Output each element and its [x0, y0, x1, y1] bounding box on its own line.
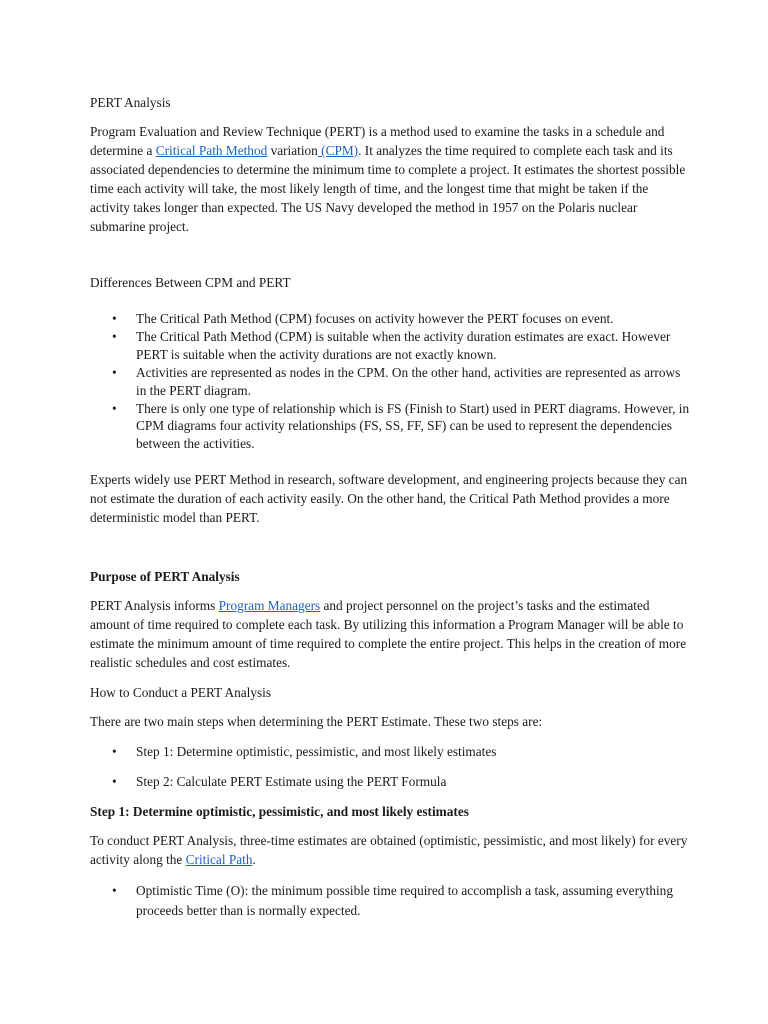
- cpm-link[interactable]: (CPM): [317, 142, 359, 158]
- list-item: • Step 2: Calculate PERT Estimate using the PERT Formula: [90, 773, 690, 791]
- experts-paragraph: Experts widely use PERT Method in research, software development, and engineering projects because they can not estimate the duration of each activity easily. On the other hand, the Critical Path Method provides a more deterministic model than PERT.: [90, 472, 688, 525]
- purpose-text-1: PERT Analysis informs: [90, 598, 219, 613]
- steps-list: [90, 743, 690, 761]
- how-to-heading: How to Conduct a PERT Analysis: [90, 685, 272, 700]
- list-item: • Activities are represented as nodes in the CPM. On the other hand, activities are represented as arrows in the PERT diagram.: [90, 364, 690, 400]
- list-item: • There is only one type of relationship which is FS (Finish to Start) used in PERT diagrams. However, in CPM diagrams four activity relationships (FS, SS, FF, SF) can be used to represent the dependencies between the activities.: [90, 400, 690, 454]
- how-to-intro: There are two main steps when determining the PERT Estimate. These two steps are:: [90, 714, 543, 729]
- step1-paragraph: [90, 832, 690, 870]
- step1-text-2: .: [252, 851, 256, 867]
- purpose-heading: Purpose of PERT Analysis: [90, 569, 240, 584]
- list-item: • The Critical Path Method (CPM) is suitable when the activity duration estimates are exact. However PERT is suitable when the activity durations are not exactly known.: [90, 328, 690, 364]
- program-managers-link[interactable]: Program Managers: [218, 598, 321, 613]
- steps-list-2: [90, 773, 690, 791]
- step1-text-1: To conduct PERT Analysis, three-time estimates are obtained (optimistic, pessimistic, and most likely) for every activity along the: [90, 833, 688, 867]
- purpose-paragraph: [90, 597, 690, 673]
- list-item: • The Critical Path Method (CPM) focuses on activity however the PERT focuses on event.: [90, 310, 690, 328]
- list-item: • Optimistic Time (O): the minimum possible time required to accomplish a task, assuming everything proceeds better than is normally expected.: [90, 881, 690, 920]
- list-item: • Step 1: Determine optimistic, pessimistic, and most likely estimates: [90, 743, 690, 761]
- critical-path-link[interactable]: Critical Path: [185, 851, 253, 867]
- differences-list: [90, 310, 690, 453]
- step1-heading: Step 1: Determine optimistic, pessimistic, and most likely estimates: [90, 804, 469, 819]
- intro-text-2: variation: [267, 142, 318, 158]
- estimates-list: [90, 881, 690, 920]
- critical-path-method-link[interactable]: Critical Path Method: [155, 142, 268, 158]
- differences-heading: Differences Between CPM and PERT: [90, 275, 291, 290]
- purpose-text-2: and project personnel on the project’s tasks and the estimated amount of time required to complete each task. By utilizing this information a Program Manager will be able to estimate the minimum amount of time required to complete the entire project. This helps in the creation of more realistic schedules and cost estimates.: [90, 598, 687, 670]
- intro-paragraph: [90, 123, 690, 236]
- document-title: PERT Analysis: [90, 95, 171, 110]
- intro-text-3: . It analyzes the time required to complete each task and its associated dependencies to determine the minimum time to complete a project. It estimates the shortest possible time each activity will take, the most likely length of time, and the longest time that might be taken if the activity takes longer than expected. The US Navy developed the method in 1957 on the Polaris nuclear submarine project.: [90, 142, 686, 234]
- intro-text-1: Program Evaluation and Review Technique (PERT) is a method used to examine the tasks in a schedule and determine a: [90, 124, 665, 158]
